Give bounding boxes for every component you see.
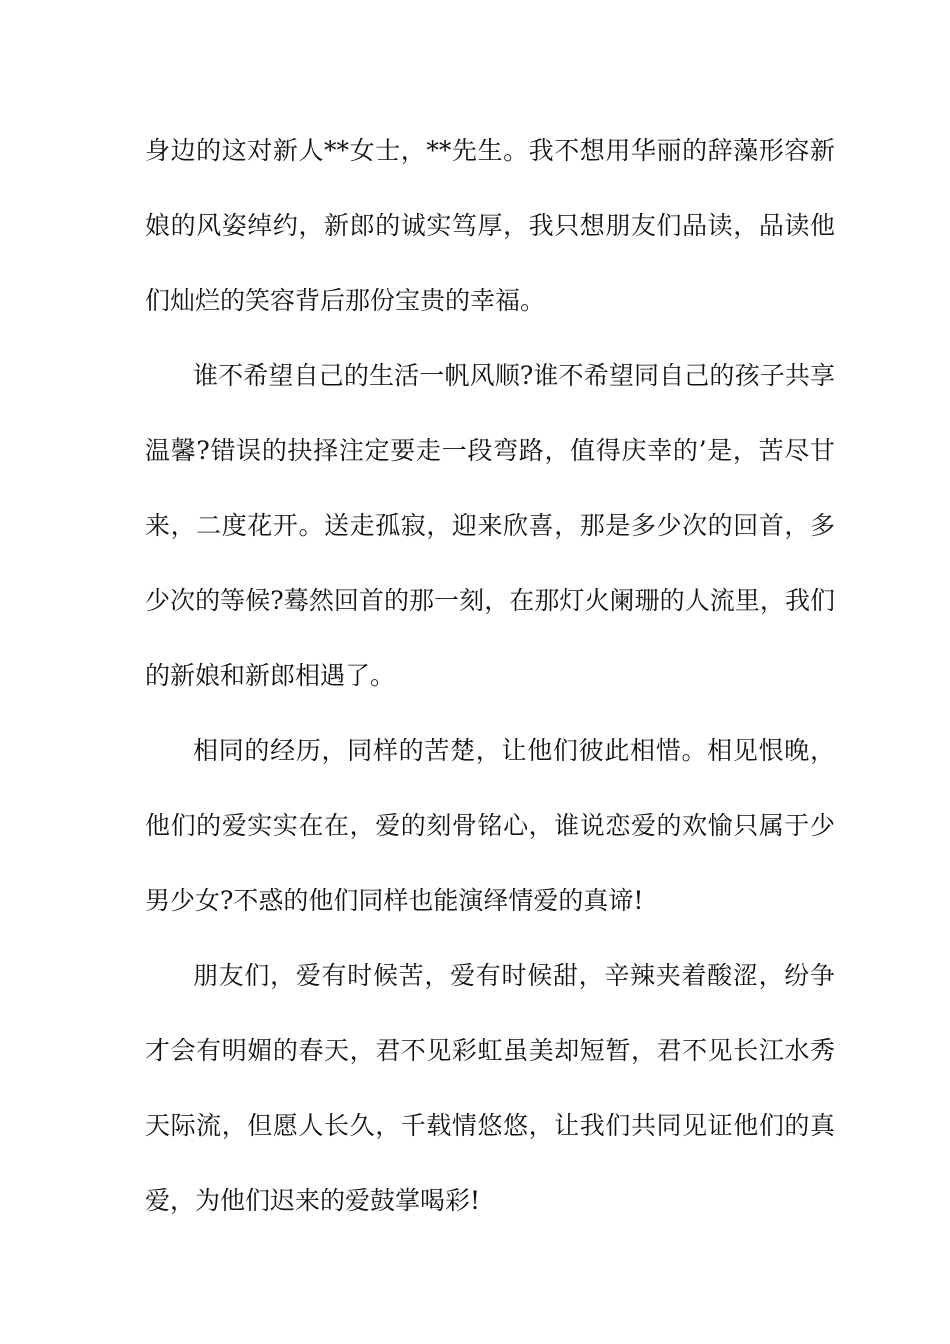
- paragraph-2-line-2: 温馨?错误的抉择注定要走一段弯路，值得庆幸的’是，苦尽甘: [145, 436, 835, 465]
- paragraph-4-line-4: 爱，为他们迟来的爱鼓掌喝彩!: [145, 1186, 481, 1215]
- paragraph-1-line-2: 娘的风姿绰约，新郎的诚实笃厚，我只想朋友们品读，品读他: [145, 211, 835, 240]
- paragraph-4-line-3: 天际流，但愿人长久，千载情悠悠，让我们共同见证他们的真: [145, 1111, 835, 1140]
- paragraph-1-line-1: 身边的这对新人**女士，**先生。我不想用华丽的辞藻形容新: [145, 136, 835, 165]
- paragraph-3-line-3: 男少女?不惑的他们同样也能演绎情爱的真谛!: [145, 886, 644, 915]
- paragraph-2-line-1: 谁不希望自己的生活一帆风顺?谁不希望同自己的孩子共享: [193, 361, 835, 390]
- paragraph-2-line-5: 的新娘和新郎相遇了。: [145, 661, 396, 690]
- paragraph-3-line-1: 相同的经历，同样的苦楚，让他们彼此相惜。相见恨晚，: [193, 736, 835, 765]
- paragraph-1-line-3: 们灿烂的笑容背后那份宝贵的幸福。: [145, 286, 546, 315]
- paragraph-3-line-2: 他们的爱实实在在，爱的刻骨铭心，谁说恋爱的欢愉只属于少: [145, 811, 835, 840]
- paragraph-4-line-1: 朋友们，爱有时候苦，爱有时候甜，辛辣夹着酸涩，纷争: [193, 961, 835, 990]
- paragraph-4-line-2: 才会有明媚的春天，君不见彩虹虽美却短暂，君不见长江水秀: [145, 1036, 835, 1065]
- paragraph-2-line-3: 来，二度花开。送走孤寂，迎来欣喜，那是多少次的回首，多: [145, 511, 835, 540]
- paragraph-2-line-4: 少次的等候?蓦然回首的那一刻，在那灯火阑珊的人流里，我们: [145, 586, 835, 615]
